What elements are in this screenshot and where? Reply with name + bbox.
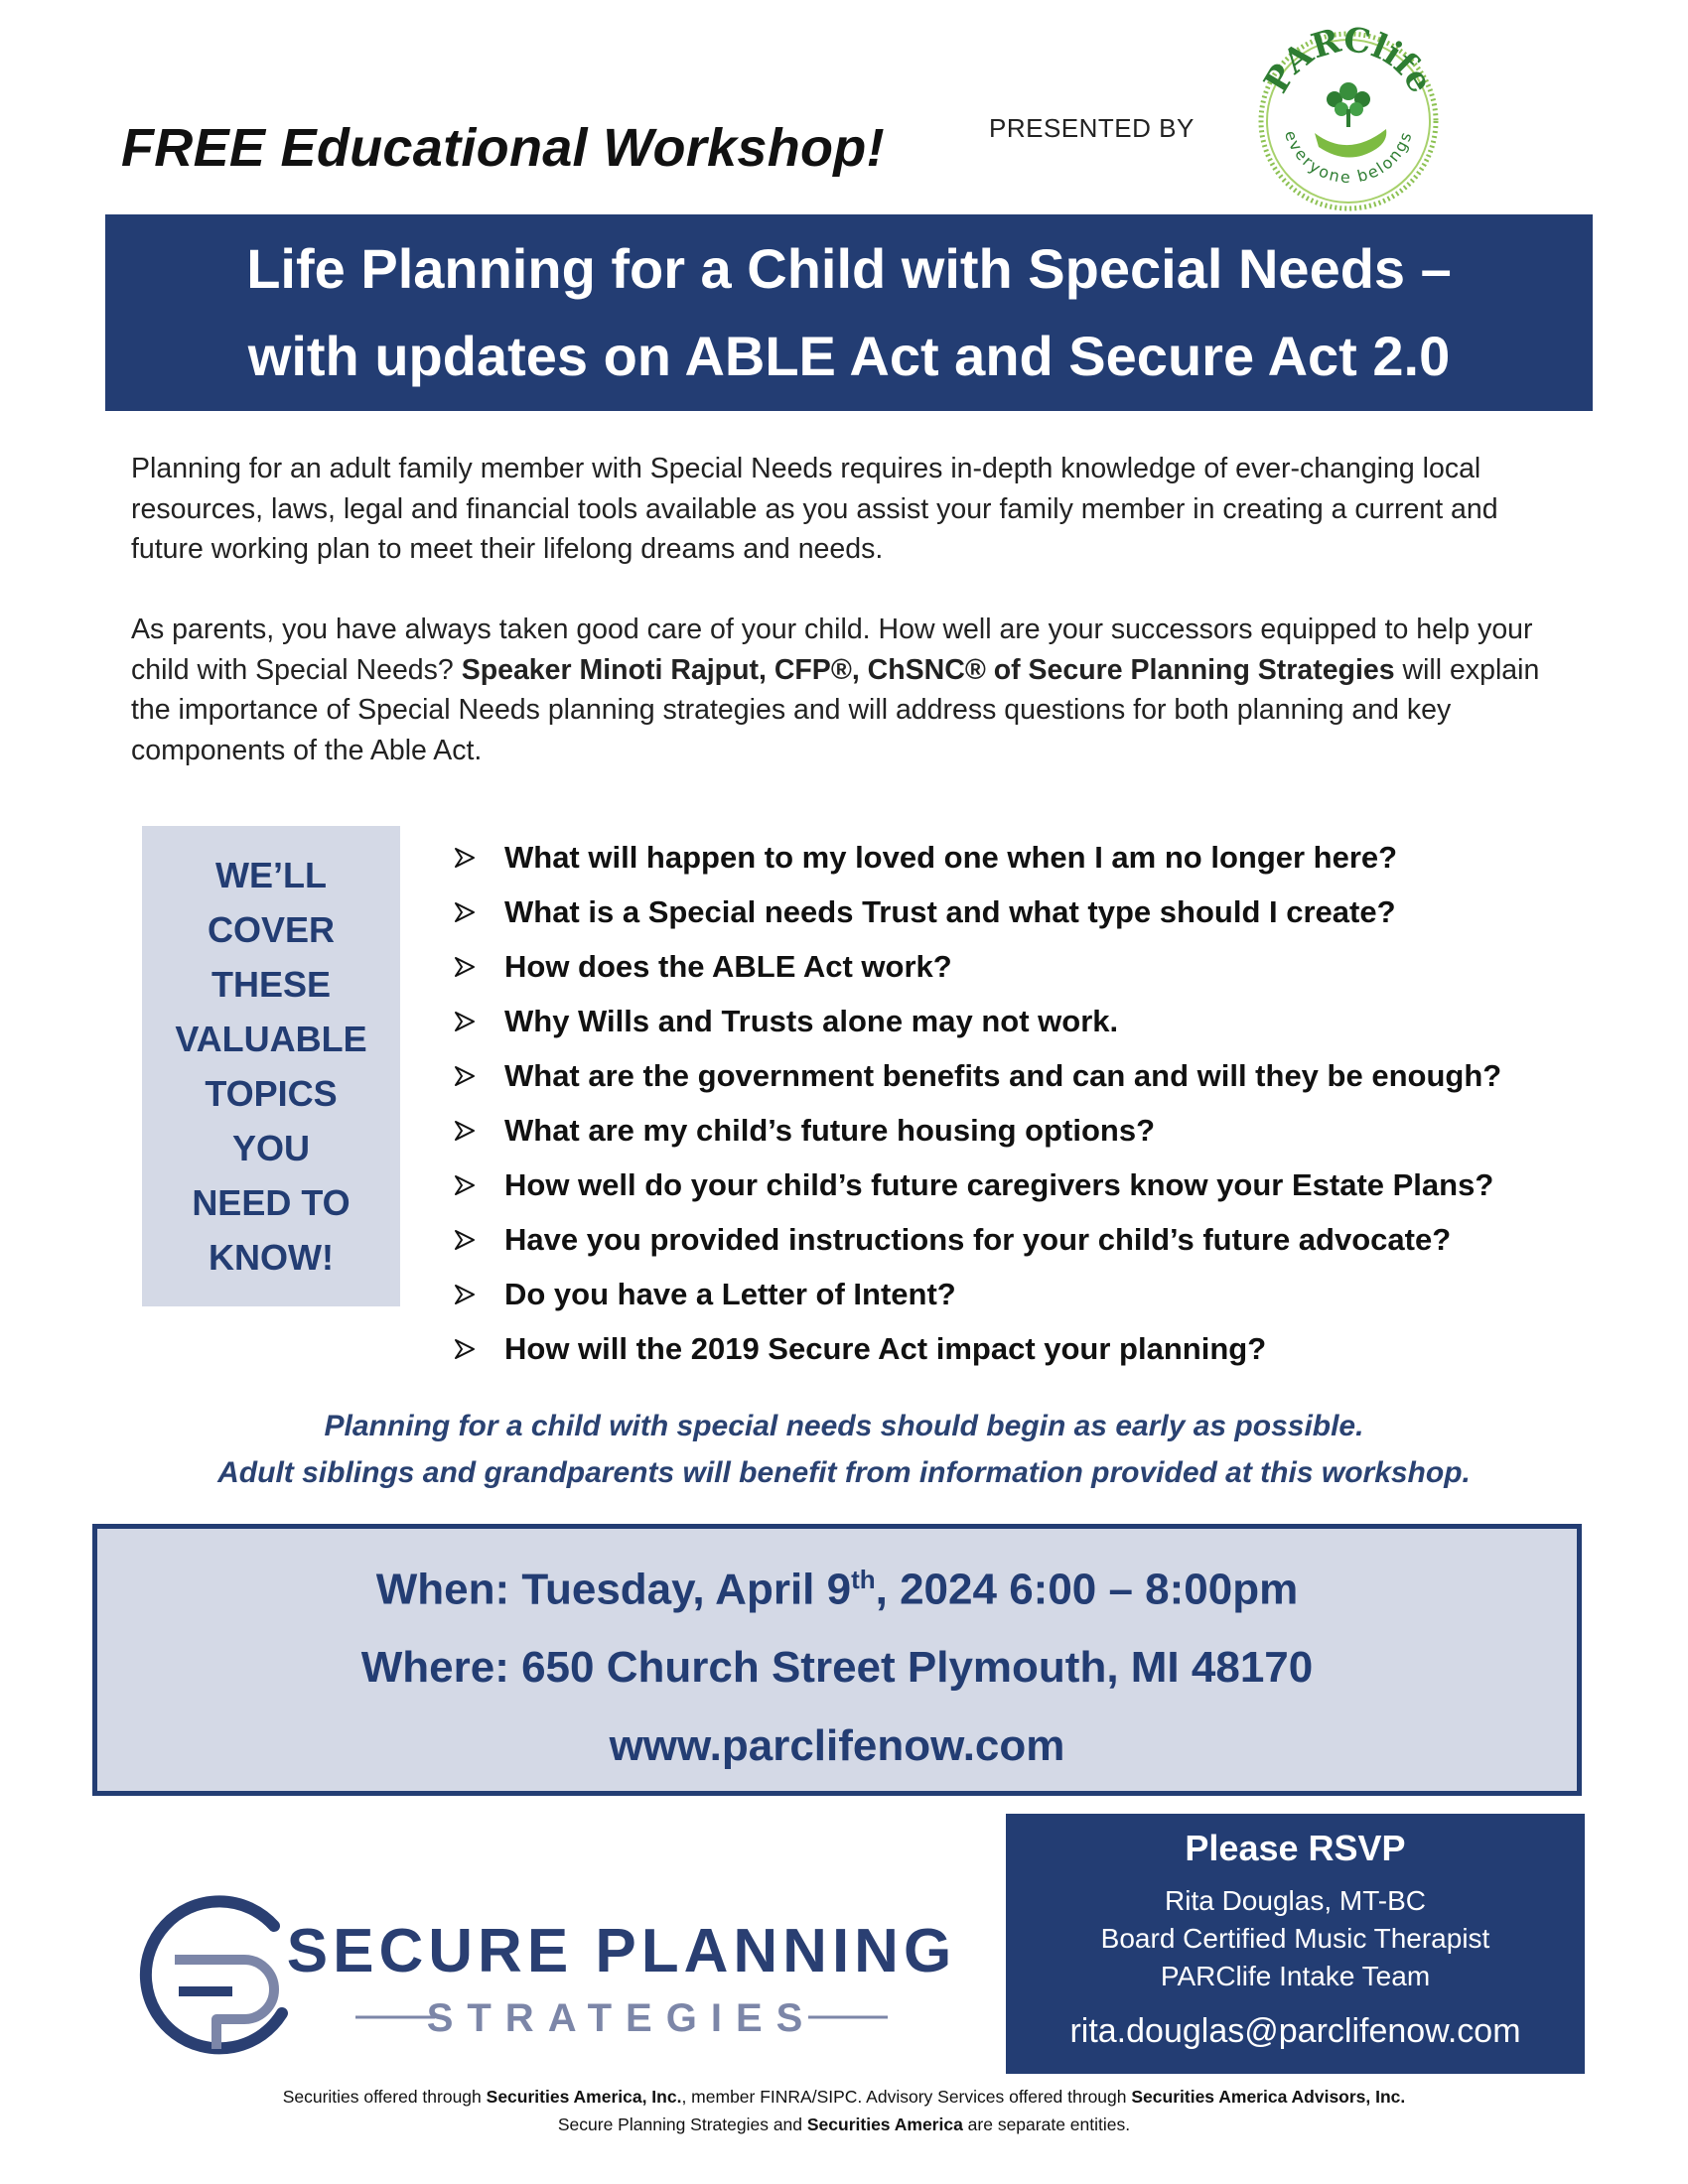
disclaimer-entity: Securities America, Inc. (486, 2087, 682, 2107)
rsvp-contact-team: PARClife Intake Team (1160, 1961, 1431, 1991)
intro-para2-text-end: will explain the importance of Special Needs planning strategies and will address questions for both planning and key components of the Able Act. (131, 653, 1540, 766)
disclaimer-text: Securities offered through (282, 2087, 487, 2107)
topics-callout-line: VALUABLE (175, 1019, 367, 1059)
tree-icon (1327, 82, 1370, 127)
rsvp-box (1006, 1814, 1585, 2074)
list-item-text: What will happen to my loved one when I am no longer here? (504, 839, 1398, 875)
arrow-bullet-icon (453, 1173, 504, 1197)
rsvp-contact-role: Board Certified Music Therapist (1100, 1923, 1490, 1954)
arrow-bullet-icon (453, 900, 504, 924)
early-planning-note: Planning for a child with special needs should begin as early as possible. (324, 1410, 1364, 1442)
topics-callout-line: NEED TO (192, 1182, 351, 1223)
list-item-text: How well do your child’s future caregivers know your Estate Plans? (504, 1166, 1494, 1202)
list-item (453, 830, 1624, 885)
list-item (453, 1321, 1624, 1376)
arrow-bullet-icon (453, 1228, 504, 1252)
topics-list (453, 830, 1624, 1376)
topics-callout-line: KNOW! (209, 1237, 334, 1278)
list-item (453, 1158, 1624, 1212)
event-where: Where: 650 Church Street Plymouth, MI 48170 (360, 1643, 1314, 1692)
presented-by-label: PRESENTED BY (989, 113, 1195, 143)
disclaimer-entity: Securities America (806, 2115, 963, 2134)
list-item (453, 939, 1624, 994)
sps-logo-line-1: SECURE PLANNING (286, 1917, 957, 1985)
list-item-text: What are the government benefits and can and will they be enough? (504, 1057, 1502, 1093)
workshop-headline: FREE Educational Workshop! (121, 118, 885, 178)
secure-planning-strategies-logo (125, 1892, 959, 2069)
rsvp-title: Please RSVP (1185, 1828, 1406, 1868)
arrow-bullet-icon (453, 1010, 504, 1033)
disclaimer-line-2 (0, 2115, 1688, 2135)
arrow-bullet-icon (453, 955, 504, 979)
arrow-bullet-icon (453, 1283, 504, 1306)
topics-callout-line: THESE (211, 964, 332, 1005)
list-item (453, 994, 1624, 1048)
disclaimer-text: Secure Planning Strategies and (557, 2115, 807, 2134)
speaker-name: Speaker Minoti Rajput, CFP®, ChSNC® of Secure Planning Strategies (461, 653, 1395, 686)
hand-icon (1315, 129, 1386, 158)
list-item (453, 1267, 1624, 1321)
topics-callout-line: COVER (207, 909, 336, 950)
list-item-text: Why Wills and Trusts alone may not work. (504, 1003, 1119, 1038)
parclife-logo-tagline: everyone belongs (1280, 127, 1417, 188)
list-item-text: What is a Special needs Trust and what type should I create? (504, 893, 1396, 929)
topics-callout-line: YOU (231, 1128, 310, 1168)
intro-para2-text: As parents, you have always taken good care of your child. How well are your successors equipped to help your child with Special Needs? (131, 614, 1533, 686)
parclife-logo (1249, 22, 1448, 216)
title-banner (105, 214, 1593, 411)
event-details-box (92, 1524, 1582, 1796)
list-item-text: How does the ABLE Act work? (504, 948, 952, 984)
topics-callout-line: TOPICS (205, 1073, 338, 1114)
arrow-bullet-icon (453, 1119, 504, 1143)
event-when (97, 1565, 1577, 1615)
title-line-1: Life Planning for a Child with Special Needs – (246, 237, 1452, 300)
disclaimer-text: are separate entities. (962, 2115, 1131, 2134)
event-when-date: When: Tuesday, April 9 (375, 1565, 852, 1614)
arrow-bullet-icon (453, 1337, 504, 1361)
disclaimer-line-1 (0, 2087, 1688, 2108)
list-item-text: How will the 2019 Secure Act impact your planning? (504, 1330, 1267, 1366)
arrow-bullet-icon (453, 846, 504, 870)
sps-logo-line-2: STRATEGIES (426, 1996, 817, 2040)
event-when-time: , 2024 6:00 – 8:00pm (875, 1565, 1299, 1614)
siblings-note: Adult siblings and grandparents will benefit from information provided at this workshop. (217, 1456, 1471, 1489)
list-item (453, 1212, 1624, 1267)
disclaimer-entity: Securities America Advisors, Inc. (1131, 2087, 1406, 2107)
title-line-2: with updates on ABLE Act and Secure Act 2.0 (247, 325, 1451, 387)
event-website-link[interactable]: www.parclifenow.com (609, 1721, 1065, 1770)
list-item (453, 885, 1624, 939)
parclife-logo-name: PARClife (1256, 22, 1441, 100)
disclaimer-text: , member FINRA/SIPC. Advisory Services offered through (681, 2087, 1132, 2107)
list-item-text: Have you provided instructions for your child’s future advocate? (504, 1221, 1452, 1257)
rsvp-contact-name: Rita Douglas, MT-BC (1165, 1885, 1426, 1916)
list-item (453, 1048, 1624, 1103)
intro-paragraph-1: Planning for an adult family member with Special Needs requires in-depth knowledge of ever-changing local resources, laws, legal and financial tools available as you assist your family member in creating a current and future working plan to meet their lifelong dreams and needs. (131, 453, 1498, 565)
topics-callout-box (142, 826, 400, 1306)
list-item-text: Do you have a Letter of Intent? (504, 1276, 956, 1311)
rsvp-email-link[interactable]: rita.douglas@parclifenow.com (1069, 2012, 1521, 2050)
topics-callout-line: WE’LL (215, 855, 327, 895)
list-item-text: What are my child’s future housing options? (504, 1112, 1156, 1148)
event-when-ordinal: th (851, 1565, 876, 1594)
list-item (453, 1103, 1624, 1158)
sps-monogram-icon (146, 1901, 282, 2049)
intro-paragraph-2 (131, 610, 1571, 770)
arrow-bullet-icon (453, 1064, 504, 1088)
